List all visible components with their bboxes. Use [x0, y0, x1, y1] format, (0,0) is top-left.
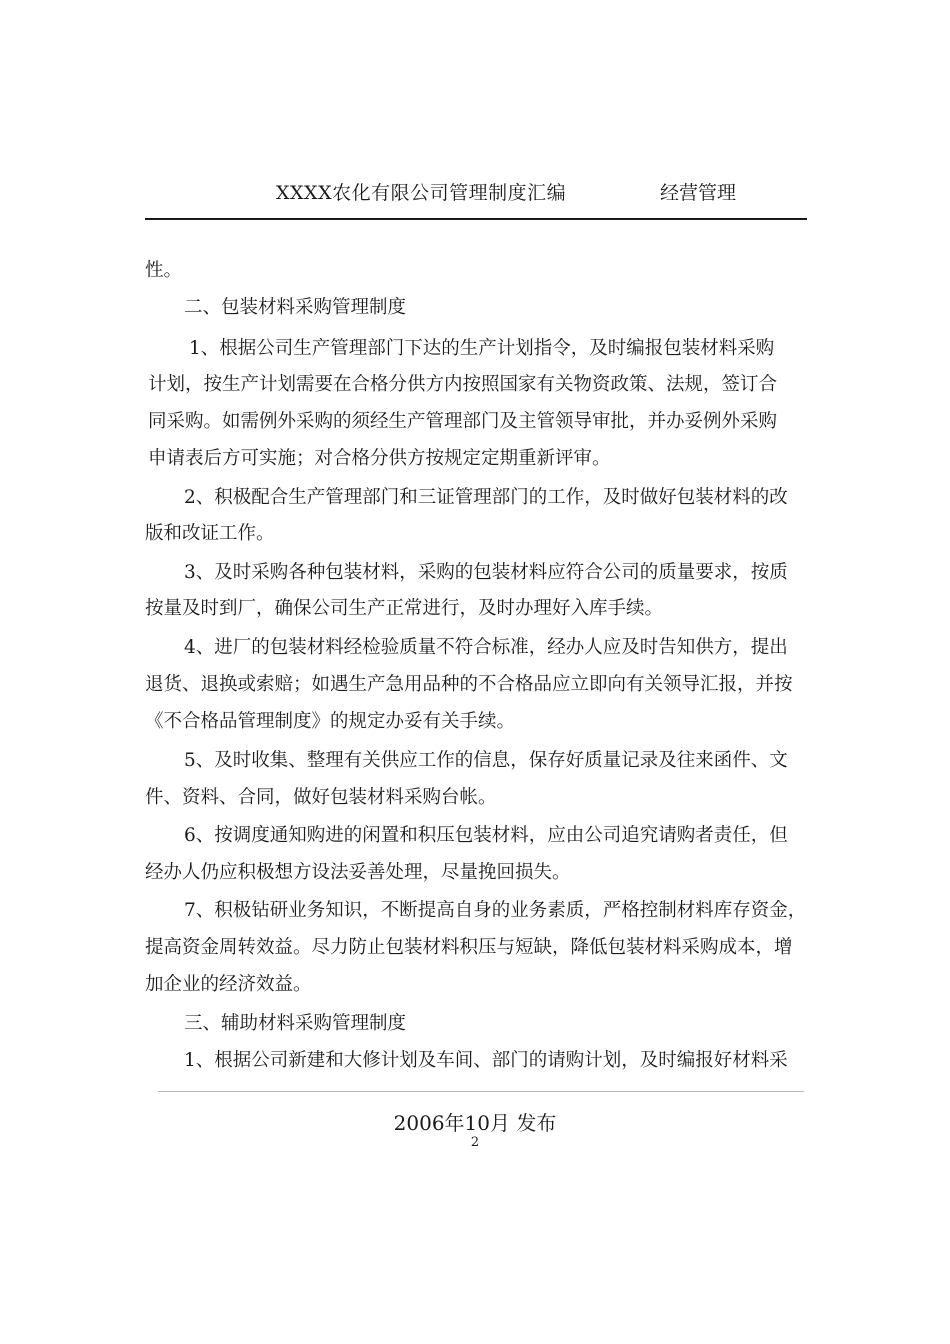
- page-number: 2: [470, 1135, 480, 1150]
- section-heading: 二、包装材料采购管理制度: [184, 297, 407, 318]
- body-line: 1、根据公司新建和大修计划及车间、部门的请购计划，及时编报好材料采: [184, 1050, 788, 1071]
- footer-divider: [158, 1091, 804, 1092]
- body-line: 加企业的经济效益。: [145, 974, 312, 995]
- section-heading: 三、辅助材料采购管理制度: [184, 1013, 407, 1034]
- body-line: 计划，按生产计划需要在合格分供方内按照国家有关物资政策、法规，签订合: [148, 374, 778, 395]
- body-line: 申请表后方可实施；对合格分供方按规定定期重新评审。: [148, 448, 611, 469]
- header-title: XXXX农化有限公司管理制度汇编: [276, 182, 567, 204]
- footer-date: 2006年10月 发布: [393, 1111, 557, 1135]
- body-line: 退货、退换或索赔；如遇生产急用品种的不合格品应立即向有关领导汇报，并按: [145, 674, 793, 695]
- body-line: 2、积极配合生产管理部门和三证管理部门的工作，及时做好包装材料的改: [184, 487, 788, 508]
- body-line: 5、及时收集、整理有关供应工作的信息，保存好质量记录及往来函件、文: [184, 750, 788, 771]
- body-line: 经办人仍应积极想方设法妥善处理，尽量挽回损失。: [145, 862, 571, 883]
- body-line: 3、及时采购各种包装材料，采购的包装材料应符合公司的质量要求，按质: [184, 562, 788, 583]
- body-line: 6、按调度通知购进的闲置和积压包装材料，应由公司追究请购者责任，但: [184, 825, 788, 846]
- header-section: 经营管理: [660, 182, 737, 204]
- header-divider: [145, 218, 807, 220]
- body-line: 件、资料、合同，做好包装材料采购台帐。: [145, 787, 497, 808]
- body-line: 版和改证工作。: [145, 523, 275, 544]
- body-line: 性。: [145, 260, 183, 281]
- body-line: 按量及时到厂，确保公司生产正常进行，及时办理好入库手续。: [145, 598, 664, 619]
- body-line: 7、积极钻研业务知识，不断提高自身的业务素质，严格控制材料库存资金，: [184, 900, 807, 921]
- body-line: 《不合格品管理制度》的规定办妥有关手续。: [145, 711, 516, 732]
- body-line: 提高资金周转效益。尽力防止包装材料积压与短缺，降低包装材料采购成本，增: [145, 937, 793, 958]
- body-line: 1、根据公司生产管理部门下达的生产计划指令，及时编报包装材料采购: [189, 338, 775, 359]
- body-line: 4、进厂的包装材料经检验质量不符合标准，经办人应及时告知供方，提出: [184, 637, 788, 658]
- body-line: 同采购。如需例外采购的须经生产管理部门及主管领导审批，并办妥例外采购: [148, 411, 778, 432]
